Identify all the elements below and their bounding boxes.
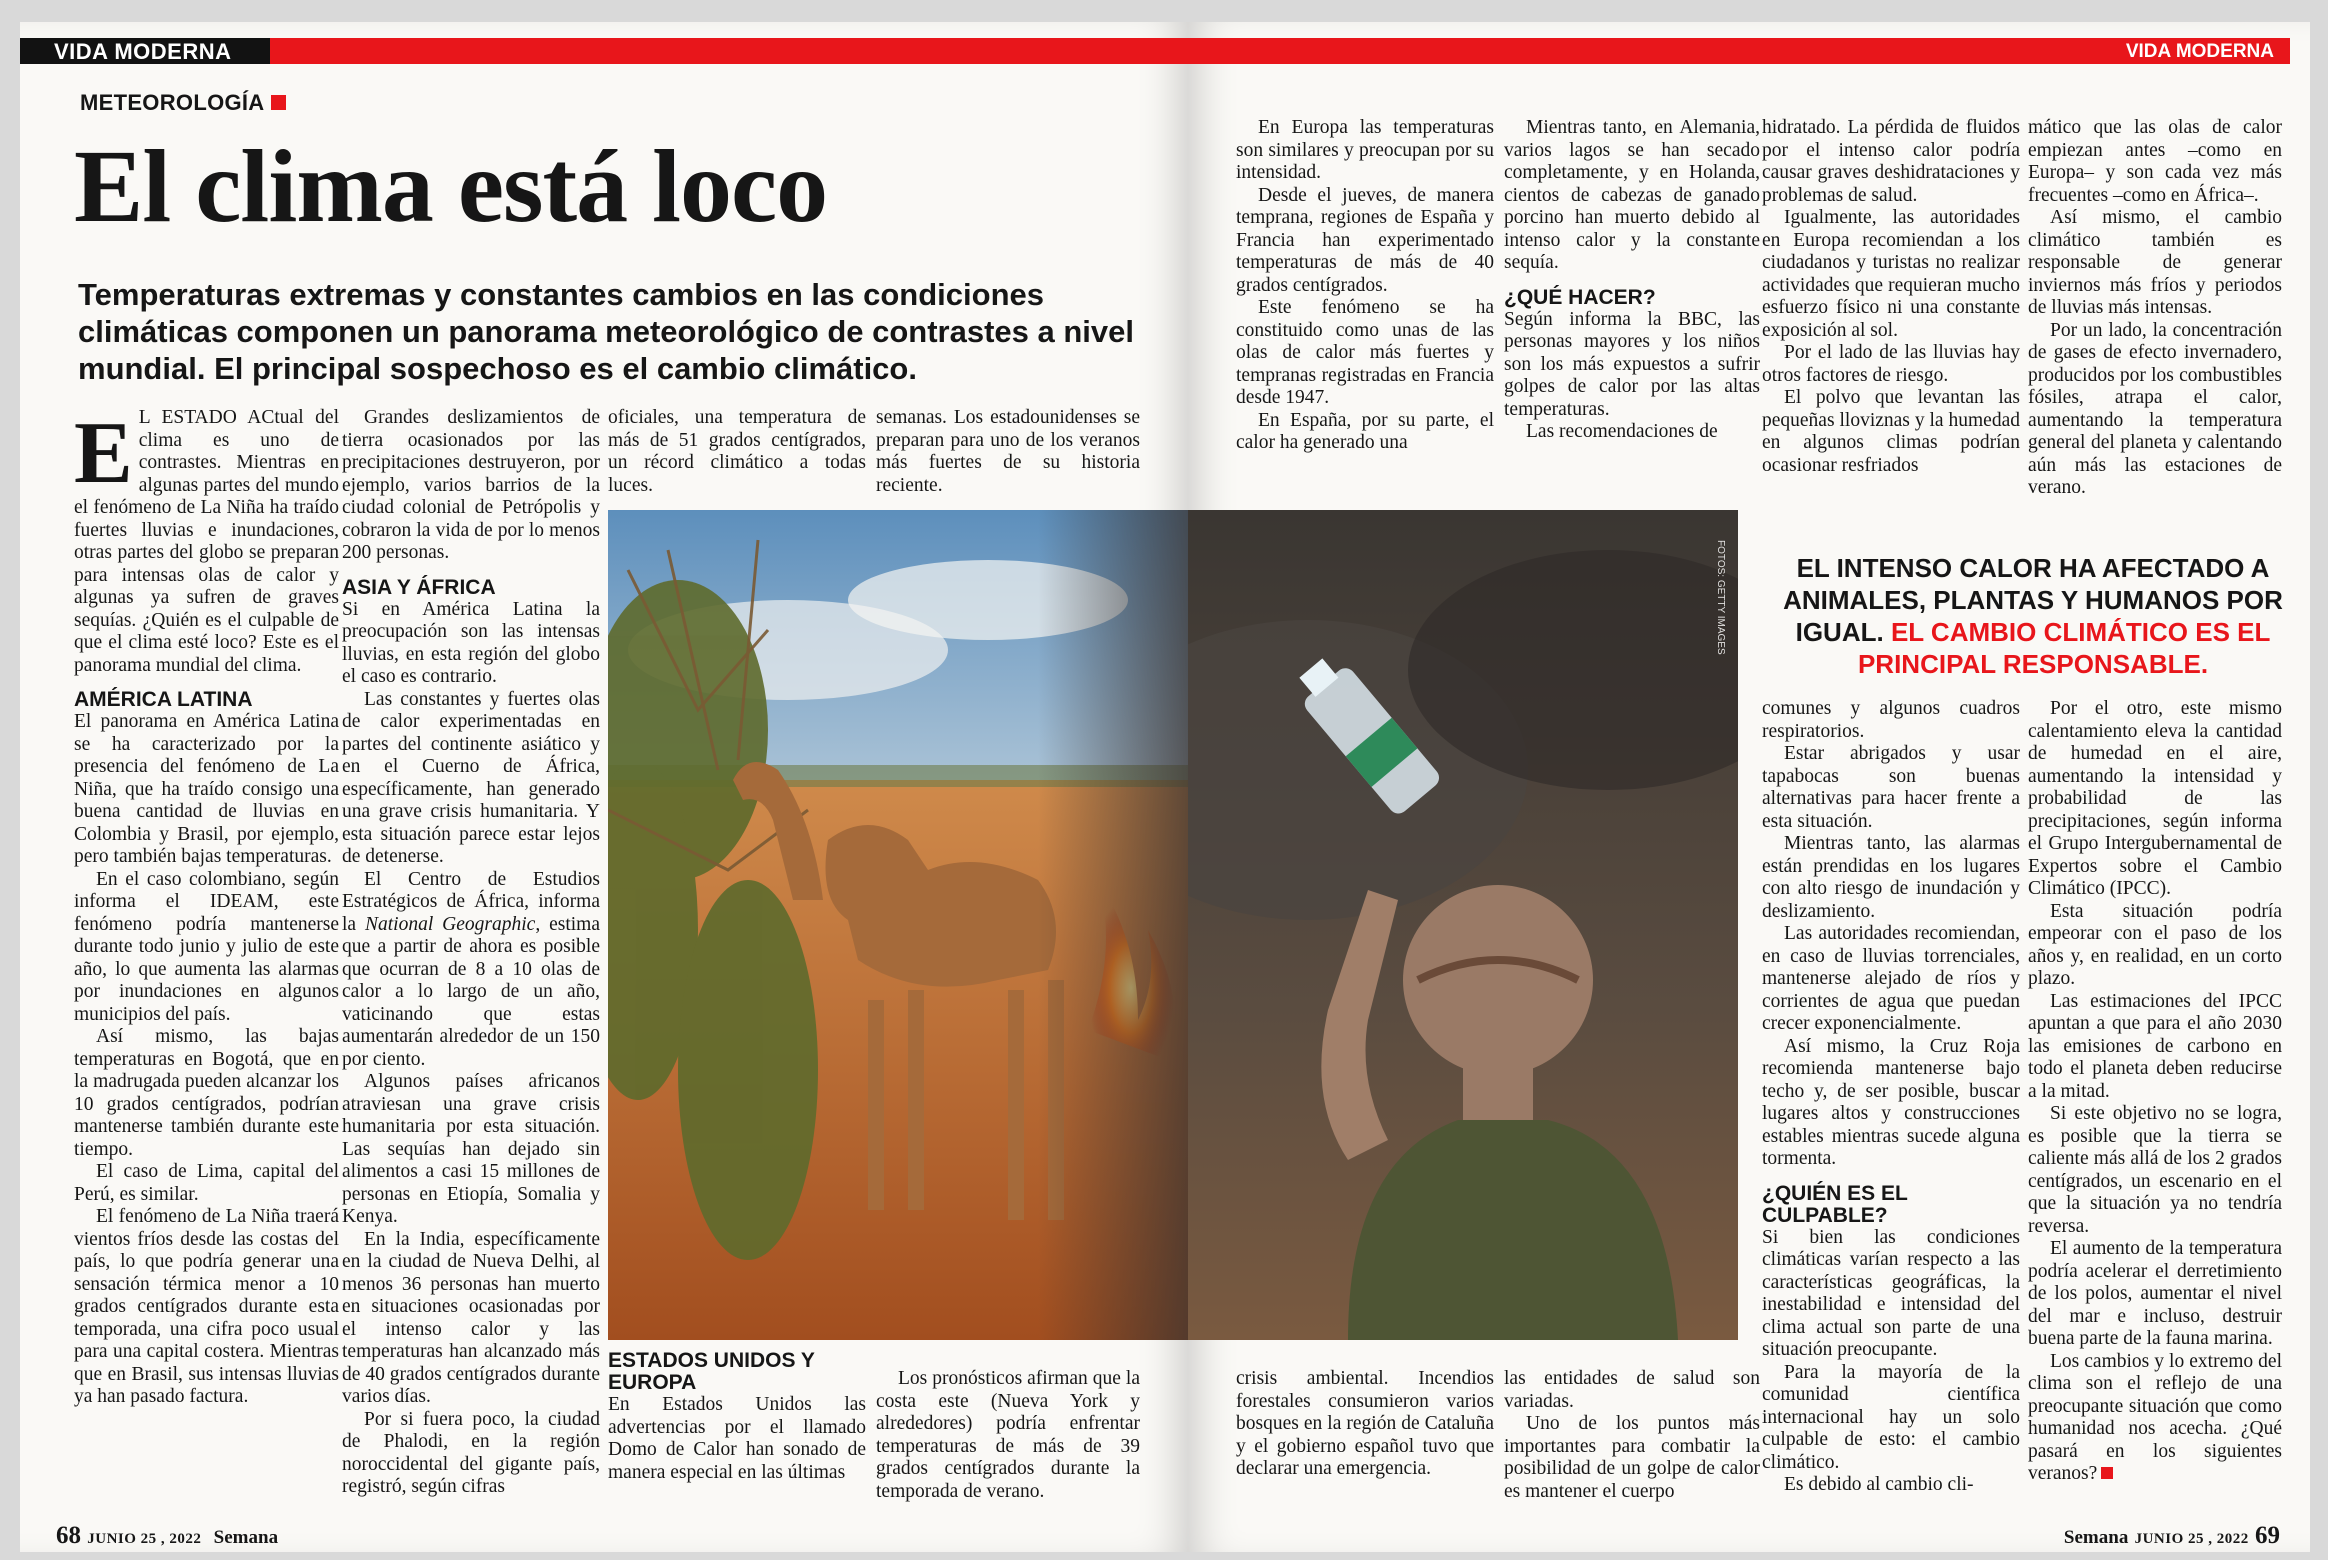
page-number: 68 bbox=[56, 1522, 81, 1549]
paragraph: En el caso colombiano, según informa el IDEAM, este fenómeno podría mantenerse durante todo junio y julio de este año, lo que aumenta las alarmas por inundaciones en algunos municipios del país. bbox=[74, 868, 339, 1025]
article-column-1 bbox=[74, 407, 339, 1409]
paragraph: Por un lado, la concentración de gases de efecto invernadero, producidos por los combustibles fósiles, atrapa el calor, aumentando la temperatura general del planeta y calentando aún más las estaciones de verano. bbox=[2028, 319, 2282, 498]
paragraph: Por el otro, este mismo calentamiento eleva la cantidad de humedad en el aire, aumentando la intensidad y probabilidad de las precipitaciones, según informa el Grupo Intergubernamental de Expertos sobre el Cambio Climático (IPCC). bbox=[2028, 698, 2282, 899]
paragraph: El fenómeno de La Niña traerá vientos fríos desde las costas del país, lo que podría generar una sensación térmica menor a 10 grados centígrados durante esta temporada, una cifra poco usual para una capital costera. Mientras que en Brasil, sus intensas lluvias ya han pasado factura. bbox=[74, 1206, 339, 1407]
subhead-america-latina: AMÉRICA LATINA bbox=[74, 688, 253, 711]
left-page bbox=[20, 22, 1188, 1552]
paragraph: Si bien las condiciones climáticas varían respecto a las características geográficas, la inestabilidad e intensidad del clima actual son parte de una situación preocupante. bbox=[1762, 1226, 2020, 1360]
paragraph: Así mismo, el cambio climático también es responsable de generar inviernos más fríos y periodos de lluvias más intensas. bbox=[2028, 207, 2282, 318]
paragraph: Este fenómeno se ha constituido como unas de las olas de calor más fuertes y tempranas registradas en Francia desde 1947. bbox=[1236, 297, 1494, 408]
paragraph: Así mismo, la Cruz Roja recomienda mantenerse bajo techo y, de ser posible, buscar lugares altos y construcciones estables mientras sucede alguna tormenta. bbox=[1762, 1035, 2020, 1169]
paragraph: Las autoridades recomiendan, en caso de lluvias torrenciales, mantenerse alejado de ríos y corrientes de agua que puedan crecer exponencialmente. bbox=[1762, 923, 2020, 1034]
subhead-estados-unidos: ESTADOS UNIDOS Y EUROPA bbox=[608, 1349, 815, 1394]
camel-photo-illustration bbox=[608, 510, 1188, 1340]
headline: El clima está loco bbox=[74, 129, 828, 244]
issue-date: JUNIO 25 , 2022 bbox=[87, 1531, 202, 1547]
article-column-2 bbox=[342, 407, 600, 1499]
paragraph: Es debido al cambio cli- bbox=[1784, 1474, 1974, 1495]
paragraph: Por el lado de las lluvias hay otros factores de riesgo. bbox=[1762, 342, 2020, 386]
paragraph: hidratado. La pérdida de fluidos por el intenso calor podría causar graves deshidrataciones y problemas de salud. bbox=[1762, 117, 2020, 206]
lead-paragraph: Temperaturas extremas y constantes cambios en las condiciones climáticas componen un panorama meteorológico de contrastes a nivel mundial. El principal sospechoso es el cambio climático. bbox=[78, 277, 1135, 386]
paragraph: semanas. Los estadounidenses se preparan para uno de los veranos más fuertes de su historia reciente. bbox=[876, 407, 1140, 496]
article-column-3-bottom bbox=[608, 1350, 866, 1484]
paragraph: Mientras tanto, en Alemania, varios lagos se han secado completamente, y en Holanda, cientos de cabezas de ganado porcino han muerto debido al intenso calor y la constante sequía. bbox=[1504, 117, 1760, 273]
paragraph: Las constantes y fuertes olas de calor experimentadas en partes del continente asiático y en el Cuerno de África, específicamente, han generado una grave crisis humanitaria. Y esta situación parece estar lejos de detenerse. bbox=[342, 688, 600, 867]
article-column-4-bottom bbox=[876, 1368, 1140, 1503]
paragraph: Si en América Latina la preocupación son las intensas lluvias, en esta región del globo el caso es contrario. bbox=[342, 598, 600, 687]
photo-credit: FOTOS: GETTY IMAGES bbox=[1715, 540, 1726, 655]
drop-cap: E bbox=[74, 405, 133, 502]
paragraph: El Centro de Estudios Estratégicos de África, informa la National Geographic, estima que a partir de ahora es posible que ocurran de 8 a 10 olas de calor a lo largo de un año, vaticinando que estas aumentarán alrededor de un 150 por ciento. bbox=[342, 868, 600, 1070]
article-column-5-top bbox=[1236, 117, 1494, 455]
paragraph: Según informa la BBC, las personas mayores y los niños son los más expuestos a sufrir golpes de calor por las altas temperaturas. bbox=[1504, 308, 1760, 420]
footer-left bbox=[56, 1522, 278, 1550]
paragraph: Para la mayoría de la comunidad científica internacional hay un solo culpable de esto: el cambio climático. bbox=[1762, 1361, 2020, 1473]
article-column-7-bottom bbox=[1762, 698, 2020, 1497]
man-water-bottle-photo bbox=[1188, 510, 1738, 1340]
page-number: 69 bbox=[2255, 1522, 2280, 1549]
kicker-square-icon bbox=[271, 95, 286, 110]
paragraph: crisis ambiental. Incendios forestales consumieron varios bosques en la región de Cataluña y el gobierno español tuvo que declarar una emergencia. bbox=[1236, 1368, 1494, 1479]
paragraph: En Europa las temperaturas son similares y preocupan por su intensidad. bbox=[1236, 117, 1494, 183]
paragraph: En la India, específicamente en la ciudad de Nueva Delhi, al menos 36 personas han muerto en situaciones ocasionadas por el intenso calor y las temperaturas han alcanzado más de 40 grados centígrados durante varios días. bbox=[342, 1228, 600, 1407]
pull-quote-red: EL CAMBIO CLIMÁTICO ES EL PRINCIPAL RESPONSABLE. bbox=[1857, 617, 2271, 679]
subhead-quien-es-el-culpable: ¿QUIÉN ES EL CULPABLE? bbox=[1762, 1181, 1908, 1227]
paragraph: Grandes deslizamientos de tierra ocasionados por las precipitaciones destruyeron, por ejemplo, varios barrios de la ciudad colonial de Petrópolis y cobraron la vida de por lo menos 200 personas. bbox=[342, 407, 600, 563]
paragraph: Si este objetivo no se logra, es posible que la tierra se caliente más allá de los 2 grados centígrados, un escenario en el que la situación ya no tendría reversa. bbox=[2028, 1103, 2282, 1237]
article-column-5-bottom bbox=[1236, 1368, 1494, 1481]
magazine-name: Semana bbox=[2063, 1527, 2129, 1548]
paragraph: El polvo que levantan las pequeñas lloviznas y la humedad en algunos climas podrían ocasionar resfriados bbox=[1762, 387, 2020, 476]
camel-fire-photo bbox=[608, 510, 1188, 1340]
subhead-que-hacer: ¿QUÉ HACER? bbox=[1504, 285, 1656, 309]
article-column-7-top bbox=[1762, 117, 2020, 477]
right-page bbox=[1188, 22, 2310, 1552]
magazine-name: Semana bbox=[213, 1527, 279, 1548]
end-mark-icon bbox=[2101, 1467, 2113, 1479]
paragraph: las entidades de salud son variadas. bbox=[1504, 1368, 1760, 1412]
article-column-6-bottom bbox=[1504, 1368, 1760, 1503]
paragraph: Algunos países africanos atraviesan una grave crisis humanitaria por esta situación. Las sequías han dejado sin alimentos a casi 15 millones de personas en Etiopía, Somalia y Kenya. bbox=[342, 1071, 600, 1227]
paragraph: Así mismo, las bajas temperaturas en Bogotá, que en la madrugada pueden alcanzar los 10 grados centígrados, podrían mantenerse también durante este tiempo. bbox=[74, 1026, 339, 1160]
article-column-3-top bbox=[608, 407, 866, 497]
intro-paragraph: E L ESTADO ACtual del clima es uno de contrastes. Mientras en algunas partes del mundo el fenómeno de La Niña ha traído fuertes lluvias e inundaciones, otras partes del globo se preparan para intensas olas de calor y algunas ya sufren de graves sequías. ¿Quién es el culpable de que el clima esté loco? Este es el panorama mundial del clima. bbox=[74, 405, 339, 676]
paragraph: Las recomendaciones de bbox=[1526, 421, 1718, 442]
issue-date: JUNIO 25 , 2022 bbox=[2134, 1531, 2249, 1547]
article-column-8-bottom bbox=[2028, 698, 2282, 1486]
paragraph: Desde el jueves, de manera temprana, regiones de España y Francia han experimentado temperaturas de más de 40 grados centígrados. bbox=[1236, 184, 1494, 296]
paragraph: El aumento de la temperatura podría acelerar el derretimiento de los polos, aumentar el nivel del mar e incluso, destruir buena parte de la fauna marina. bbox=[2028, 1238, 2282, 1349]
paragraph: Igualmente, las autoridades en Europa recomiendan a los ciudadanos y turistas no realizar actividades que requieran mucho esfuerzo físico ni una constante exposición al sol. bbox=[1762, 207, 2020, 341]
paragraph: comunes y algunos cuadros respiratorios. bbox=[1762, 698, 2020, 742]
paragraph: Mientras tanto, las alarmas están prendidas en los lugares con alto riesgo de inundación y deslizamiento. bbox=[1762, 833, 2020, 922]
paragraph: Los cambios y lo extremo del clima son el reflejo de una preocupante situación que como humanidad nos acecha. ¿Qué pasará en los siguientes veranos? bbox=[2028, 1350, 2282, 1484]
paragraph: El panorama en América Latina se ha caracterizado por la presencia del fenómeno de La Niña, que ha traído consigo una buena cantidad de lluvias en Colombia y Brasil, por ejemplo, pero también bajas temperaturas. bbox=[74, 711, 339, 867]
footer-right bbox=[2058, 1522, 2280, 1550]
section-label-left: VIDA MODERNA bbox=[20, 38, 270, 64]
paragraph: En Estados Unidos las advertencias por el llamado Domo de Calor han sonado de manera especial en las últimas bbox=[608, 1394, 866, 1483]
paragraph: En España, por su parte, el calor ha generado una bbox=[1236, 409, 1494, 453]
man-photo-illustration bbox=[1188, 510, 1738, 1340]
paragraph: mático que las olas de calor empiezan antes –como en Europa– y son cada vez más frecuentes –como en África–. bbox=[2028, 117, 2282, 206]
paragraph: Los pronósticos afirman que la costa este (Nueva York y alrededores) podría enfrentar temperaturas de más de 39 grados centígrados durante la temporada de verano. bbox=[876, 1368, 1140, 1502]
paragraph: El caso de Lima, capital del Perú, es similar. bbox=[74, 1161, 339, 1205]
article-column-8-top bbox=[2028, 117, 2282, 500]
article-column-6-top bbox=[1504, 117, 1760, 444]
paragraph: Las estimaciones del IPCC apuntan a que para el año 2030 las emisiones de carbono en todo el planeta deben reducirse a la mitad. bbox=[2028, 990, 2282, 1102]
section-bar-red-right bbox=[1188, 38, 2290, 64]
subhead-asia-africa: ASIA Y ÁFRICA bbox=[342, 575, 496, 599]
section-label-right: VIDA MODERNA bbox=[2125, 41, 2274, 62]
paragraph: Estar abrigados y usar tapabocas son buenas alternativas para hacer frente a esta situación. bbox=[1762, 743, 2020, 832]
pull-quote bbox=[1778, 552, 2288, 680]
paragraph: Uno de los puntos más importantes para combatir la posibilidad de un golpe de calor es mantener el cuerpo bbox=[1504, 1413, 1760, 1502]
kicker: METEOROLOGÍA bbox=[80, 90, 286, 116]
article-column-4-top bbox=[876, 407, 1140, 497]
pull-quote-black: EL INTENSO CALOR HA AFECTADO A ANIMALES, PLANTAS Y HUMANOS POR IGUAL. bbox=[1783, 553, 2283, 647]
paragraph: Esta situación podría empeorar con el paso de los años y, en realidad, en un corto plazo. bbox=[2028, 900, 2282, 989]
paragraph: oficiales, una temperatura de más de 51 grados centígrados, un récord climático a todas luces. bbox=[608, 407, 866, 496]
section-bar-red bbox=[270, 38, 1188, 64]
paragraph: Por si fuera poco, la ciudad de Phalodi, en la región noroccidental del gigante país, registró, según cifras bbox=[342, 1408, 600, 1497]
